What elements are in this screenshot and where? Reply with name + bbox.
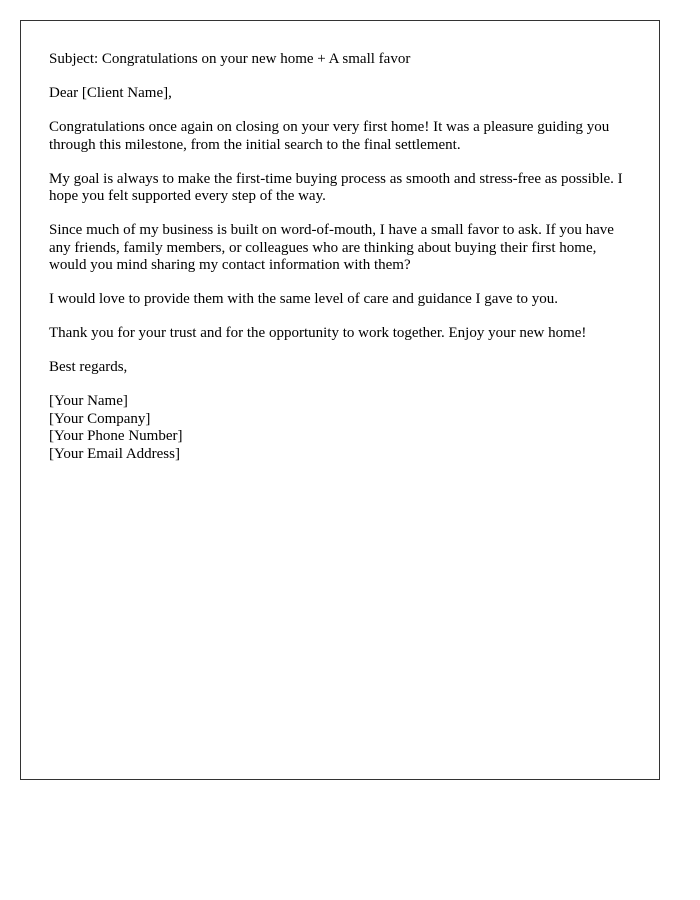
letter-page [20, 20, 660, 780]
signature-company: [Your Company] [49, 410, 151, 427]
letter-closing: Best regards, [49, 359, 128, 375]
letter-paragraph-goal: My goal is always to make the first-time buying process as smooth and stress-free as possible. I hope you felt supported every step of the way. [49, 170, 623, 204]
letter-subject: Subject: Congratulations on your new home + A small favor [49, 51, 411, 67]
signature-block [49, 393, 631, 463]
letter-paragraph-care: I would love to provide them with the same level of care and guidance I gave to you. [49, 291, 559, 307]
letter-paragraph-congratulations: Congratulations once again on closing on your very first home! It was a pleasure guiding you through this milestone, from the initial search to the final settlement. [49, 119, 610, 153]
letter-body [49, 51, 631, 463]
letter-paragraph-favor: Since much of my business is built on word-of-mouth, I have a small favor to ask. If you have any friends, family members, or colleagues who are thinking about buying their first home, would you mind sharing my contact information with them? [49, 222, 614, 273]
signature-name: [Your Name] [49, 393, 128, 409]
signature-email: [Your Email Address] [49, 445, 180, 462]
letter-salutation: Dear [Client Name], [49, 85, 172, 101]
signature-phone: [Your Phone Number] [49, 428, 183, 444]
letter-paragraph-thanks: Thank you for your trust and for the opportunity to work together. Enjoy your new home! [49, 325, 587, 341]
